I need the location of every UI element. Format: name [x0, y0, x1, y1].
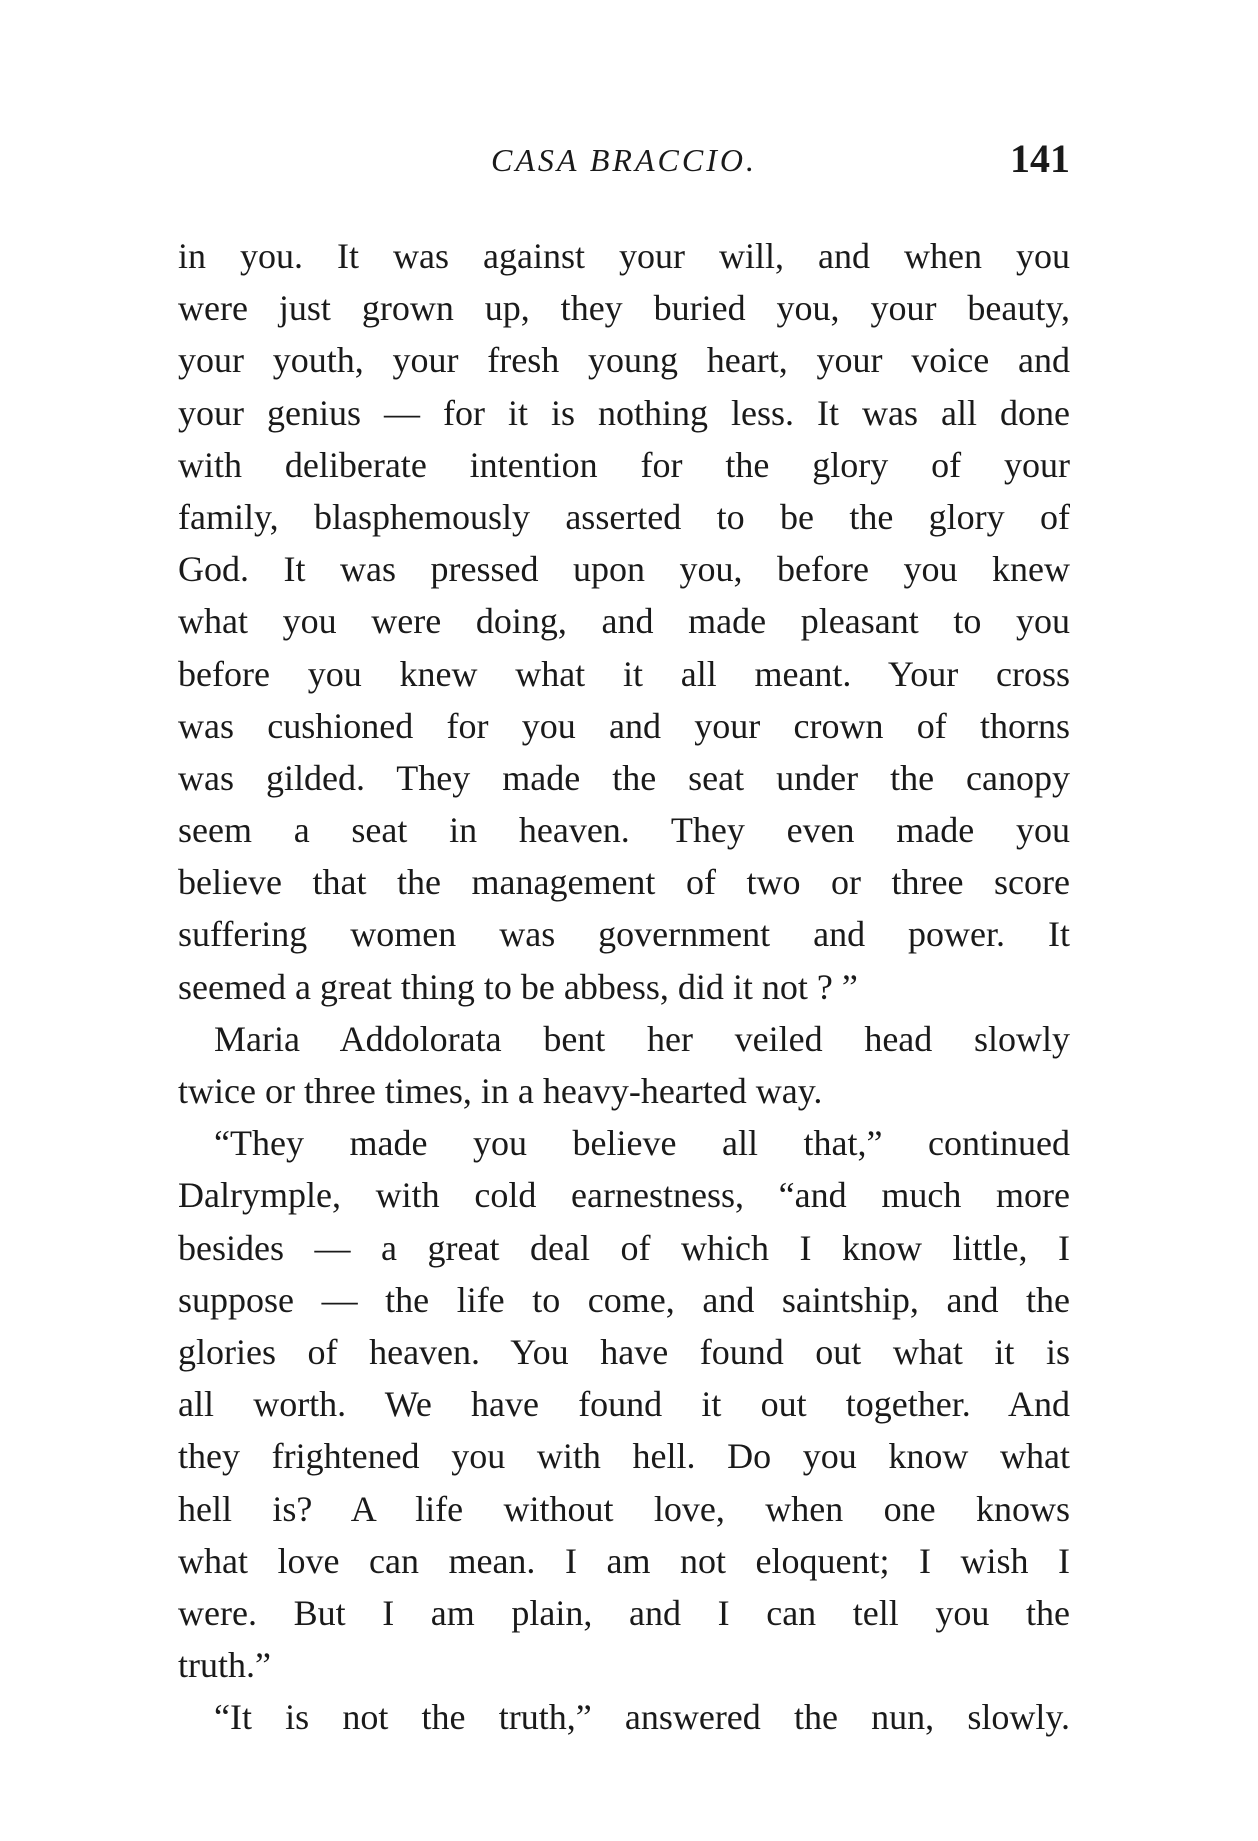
body-text: [178, 230, 1070, 1743]
text-line: seemed a great thing to be abbess, did it not ? ”: [178, 966, 858, 1007]
text-line: all worth. We have found it out together. And: [178, 1384, 1070, 1425]
text-line: your youth, your fresh young heart, your voice and: [178, 340, 1070, 381]
text-line: suffering women was government and power. It: [178, 914, 1070, 955]
text-line: hell is? A life without love, when one knows: [178, 1488, 1070, 1529]
text-line: was gilded. They made the seat under the canopy: [178, 757, 1070, 798]
text-line: before you knew what it all meant. Your cross: [178, 653, 1070, 694]
text-line: they frightened you with hell. Do you know what: [178, 1436, 1070, 1477]
text-line: “It is not the truth,” answered the nun, slowly.: [214, 1697, 1070, 1738]
text-line: Dalrymple, with cold earnestness, “and much more: [178, 1175, 1070, 1216]
text-line: Maria Addolorata bent her veiled head slowly: [214, 1018, 1070, 1059]
text-line: glories of heaven. You have found out what it is: [178, 1331, 1070, 1372]
text-line: what you were doing, and made pleasant to you: [178, 601, 1070, 642]
text-line: was cushioned for you and your crown of thorns: [178, 705, 1070, 746]
text-line: suppose — the life to come, and saintship, and the: [178, 1279, 1070, 1320]
text-line: truth.”: [178, 1645, 271, 1686]
text-line: your genius — for it is nothing less. It was all done: [178, 392, 1070, 433]
text-line: with deliberate intention for the glory of your: [178, 444, 1070, 485]
page-number: 141: [1010, 136, 1070, 181]
running-title: CASA BRACCIO.: [491, 142, 757, 178]
text-line: “They made you believe all that,” continued: [214, 1123, 1070, 1164]
text-line: were just grown up, they buried you, your beauty,: [178, 288, 1070, 329]
text-line: God. It was pressed upon you, before you knew: [178, 549, 1070, 590]
text-line: in you. It was against your will, and when you: [178, 236, 1070, 276]
text-line: seem a seat in heaven. They even made you: [178, 810, 1070, 851]
text-line: besides — a great deal of which I know little, I: [178, 1227, 1070, 1268]
text-line: believe that the management of two or three score: [178, 862, 1070, 903]
running-head: [178, 136, 1070, 190]
text-line: family, blasphemously asserted to be the glory of: [178, 496, 1070, 537]
text-line: were. But I am plain, and I can tell you the: [178, 1592, 1070, 1633]
text-line: twice or three times, in a heavy-hearted way.: [178, 1071, 823, 1111]
text-line: what love can mean. I am not eloquent; I wish I: [178, 1540, 1070, 1581]
